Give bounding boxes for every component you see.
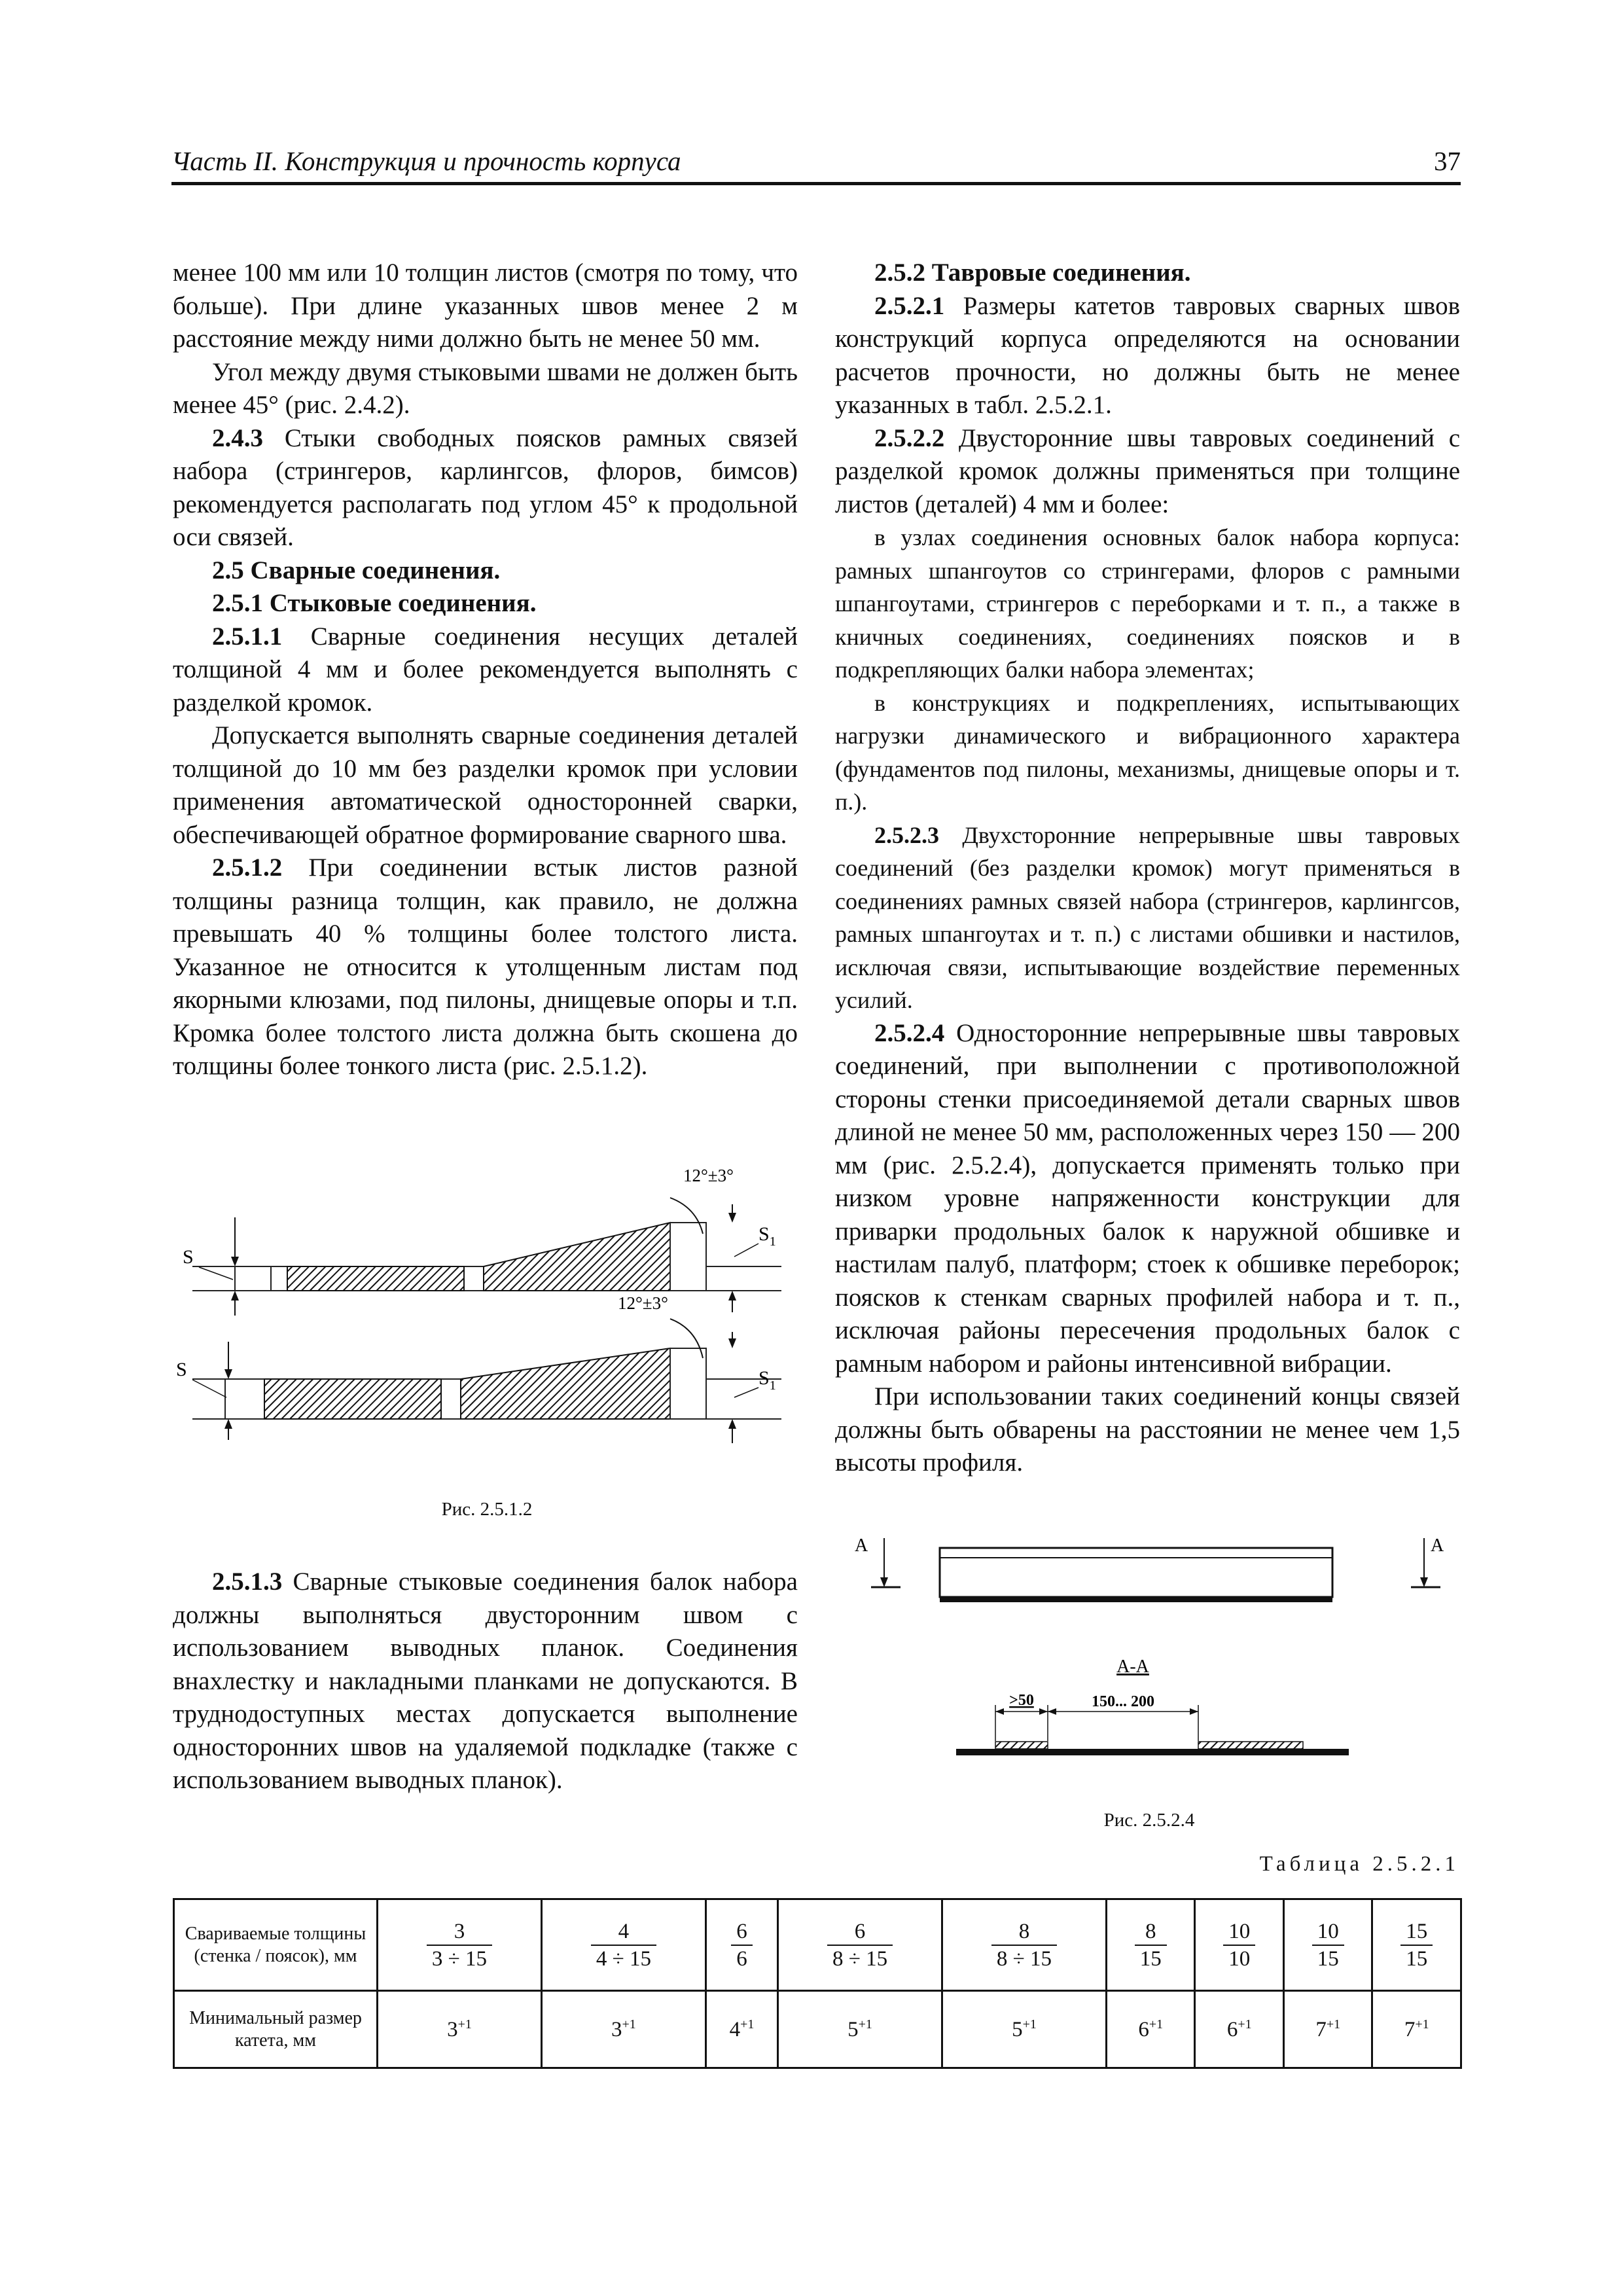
table-cell <box>705 1899 777 1991</box>
value: 6 <box>1226 2017 1238 2041</box>
paragraph: в конструкциях и подкреплениях, испытывающих нагрузки динамического и вибрационного характера (фундаментов под пилоны, механизмы, днищевые опоры и т. п.). <box>835 689 1460 815</box>
leg-value <box>730 2018 755 2041</box>
tolerance: +1 <box>1022 2017 1037 2032</box>
paragraph: в узлах соединения основных балок набора корпуса: рамных шпангоутов со стрингерами, флоров с рамными шпангоутами, стрингеров с переборками и т. п., а также в кничных соединениях, соединениях поясков и в подкрепляющих балки набора элементах; <box>835 524 1460 683</box>
leg-value <box>1227 2018 1252 2041</box>
clause-text: Односторонние непрерывные швы тавровых соединений, при выполнении с противоположной стороны стенки присоединяемой детали сварных швов длиной не менее 50 мм, расположенных через 150 — 200 мм (рис. 2.5.2.4), допускается применять только при низком уровне напряженности конструкции для приварки продольных балок к наружной обшивке и настилам палуб, платформ; стоек к обшивке переборок; поясков к стенкам сварных профилей набора и т. п., исключая районы пересечения продольных балок с рамным набором и районы интенсивной вибрации. <box>835 1018 1460 1378</box>
s1-label <box>758 1367 776 1393</box>
angle-label: 12°±3° <box>618 1293 668 1313</box>
numerator: 15 <box>1400 1918 1433 1946</box>
thick-plate-end <box>670 1348 706 1419</box>
s-label: S <box>183 1246 194 1268</box>
s1-sub: 1 <box>769 1234 776 1249</box>
weld-segment <box>995 1742 1048 1749</box>
clause-text: При соединении встык листов разной толщины разница толщин, как правило, не должна превышать 40 % толщины более толстого листа. Указанное не относится к утолщенным листам под якорными клюзами, под пилоны, днищевые опоры и т.п. Кромка более толстого листа должна быть скошена до толщины более тонкого листа (рис. 2.5.1.2). <box>173 853 798 1080</box>
tolerance: +1 <box>858 2017 872 2032</box>
denominator: 6 <box>736 1946 747 1971</box>
fraction <box>591 1918 656 1972</box>
thin-plate-end <box>235 1266 271 1291</box>
value: 7 <box>1315 2017 1327 2041</box>
fraction <box>1223 1918 1255 1972</box>
weld-segment <box>1198 1742 1303 1749</box>
table-cell <box>942 1899 1107 1991</box>
value: 3 <box>447 2017 458 2041</box>
table-cell <box>705 1991 777 2068</box>
table-cell <box>942 1991 1107 2068</box>
numerator: 8 <box>991 1918 1057 1946</box>
denominator: 4 ÷ 15 <box>596 1946 651 1971</box>
tolerance: +1 <box>1238 2017 1252 2032</box>
numerator: 6 <box>731 1918 753 1946</box>
table-cell <box>1106 1991 1195 2068</box>
section-heading: 2.5.2 Тавровые соединения. <box>874 259 1191 287</box>
paragraph: Угол между двумя стыковыми швами не должен быть менее 45° (рис. 2.4.2). <box>173 357 798 419</box>
s1-main: S <box>758 1367 770 1389</box>
fraction <box>1312 1918 1344 1972</box>
section-title: А-А <box>1116 1657 1149 1677</box>
thick-plate <box>461 1348 670 1419</box>
leader-line <box>734 1388 758 1397</box>
clause-text: Двусторонние швы тавровых соединений с разделкой кромок должны применяться при толщине листов (деталей) 4 мм и более: <box>835 423 1460 518</box>
arrow-head <box>728 1338 736 1348</box>
table-cell <box>1283 1899 1372 1991</box>
arrow-head <box>224 1419 232 1429</box>
table-cell <box>1283 1991 1372 2068</box>
tolerance: +1 <box>1415 2017 1429 2032</box>
fraction <box>1135 1918 1167 1972</box>
clause-number: 2.5.2.4 <box>874 1018 945 1047</box>
value: 4 <box>729 2017 741 2041</box>
left-column-bottom <box>173 1566 798 1797</box>
numerator: 3 <box>427 1918 492 1946</box>
tolerance: +1 <box>622 2017 636 2032</box>
table-cell <box>378 1991 542 2068</box>
dim-min-label: >50 <box>1009 1692 1034 1709</box>
left-column <box>173 257 798 1083</box>
s-label: S <box>176 1359 187 1380</box>
tolerance: +1 <box>1326 2017 1341 2032</box>
paragraph <box>835 1017 1460 1381</box>
table-cell <box>1372 1899 1461 1991</box>
table-cell <box>541 1991 705 2068</box>
table-cell <box>541 1899 705 1991</box>
section-heading: 2.5 Сварные соединения. <box>212 556 501 584</box>
leg-value <box>1404 2018 1429 2041</box>
clause-number: 2.5.2.2 <box>874 423 945 452</box>
paragraph <box>173 620 798 720</box>
fraction <box>991 1918 1057 1972</box>
clause-text: Стыки свободных поясков рамных связей набора (стрингеров, карлингсов, флоров, бимсов) рекомендуется располагать под углом 45° к продольной оси связей. <box>173 423 798 551</box>
leader-line <box>734 1244 758 1257</box>
paragraph: менее 100 мм или 10 толщин листов (смотря по тому, что больше). При длине указанных швов менее 2 м расстояние между ними должно быть не менее 50 мм. <box>173 259 798 353</box>
paragraph <box>173 422 798 554</box>
fraction <box>827 1918 893 1972</box>
upper-joint <box>183 1166 781 1316</box>
leg-value <box>447 2018 472 2041</box>
clause-text: Сварные соединения несущих деталей толщиной 4 мм и более рекомендуется выполнять с разделкой кромок. <box>173 622 798 717</box>
value: 5 <box>1012 2017 1023 2041</box>
paragraph: Допускается выполнять сварные соединения деталей толщиной до 10 мм без разделки кромок при условии применения автоматической односторонней сварки, обеспечивающей обратное формирование сварного шва. <box>173 721 798 849</box>
numerator: 10 <box>1312 1918 1344 1946</box>
thick-plate-end <box>670 1223 706 1291</box>
clause-text: Двухсторонние непрерывные швы тавровых соединений (без разделки кромок) могут применяться в соединениях рамных связей набора (стрингеров, карлингсов, рамных шпангоутах и т. п.) с листами обшивки и настилов, исключая связи, испытывающие воздействие переменных усилий. <box>835 821 1460 1013</box>
paragraph <box>173 852 798 1083</box>
table-cell <box>1195 1899 1284 1991</box>
table-title: Таблица 2.5.2.1 <box>1259 1852 1459 1876</box>
arrow-head <box>1039 1708 1048 1715</box>
arrow-head <box>1048 1708 1056 1715</box>
base-plate <box>956 1749 1349 1755</box>
s1-main: S <box>758 1223 770 1245</box>
dim-spacing-label: 150... 200 <box>1092 1693 1154 1710</box>
plating <box>940 1597 1332 1602</box>
table-cell <box>378 1899 542 1991</box>
fraction <box>731 1918 753 1972</box>
lower-joint <box>176 1293 781 1443</box>
table-cell <box>1106 1899 1195 1991</box>
leader-line <box>199 1267 233 1280</box>
tolerance: +1 <box>457 2017 472 2032</box>
table-cell <box>778 1991 942 2068</box>
arrow-head <box>1420 1577 1428 1587</box>
table-cell <box>1195 1991 1284 2068</box>
section-heading: 2.5.1 Стыковые соединения. <box>212 589 537 617</box>
table-cell <box>1372 1991 1461 2068</box>
arrow-head <box>728 1419 736 1429</box>
section-mark: A <box>1431 1535 1444 1556</box>
fraction <box>1400 1918 1433 1972</box>
clause-number: 2.5.1.3 <box>212 1568 283 1596</box>
numerator: 4 <box>591 1918 656 1946</box>
thin-plate <box>264 1379 441 1419</box>
weld-leg-table <box>173 1898 1462 2069</box>
s1-sub: 1 <box>769 1378 776 1393</box>
thick-plate <box>484 1223 670 1291</box>
denominator: 15 <box>1406 1946 1428 1971</box>
leg-value <box>611 2018 636 2041</box>
clause-number: 2.5.1.2 <box>212 853 283 882</box>
clause-text: Размеры катетов тавровых сварных швов конструкций корпуса определяются на основании расчетов прочности, но должны быть не менее указанных в табл. 2.5.2.1. <box>835 291 1460 419</box>
fraction <box>427 1918 492 1972</box>
paragraph <box>173 1566 798 1797</box>
clause-text: Сварные стыковые соединения балок набора должны выполняться двусторонним швом с использованием выводных планок. Соединения внахлестку и накладными планками не допускаются. В труднодоступных местах допускается выполнение односторонних швов на удаляемой подкладке (также с использованием выводных планок). <box>173 1568 798 1794</box>
beam-web <box>940 1548 1332 1597</box>
arrow-head <box>231 1257 239 1266</box>
tee-joint-figure <box>835 1515 1463 1777</box>
numerator: 8 <box>1135 1918 1167 1946</box>
value: 5 <box>847 2017 859 2041</box>
leg-value <box>1138 2018 1163 2041</box>
right-column <box>835 257 1460 1480</box>
value: 6 <box>1138 2017 1149 2041</box>
value: 3 <box>611 2017 622 2041</box>
s1-label <box>758 1223 776 1249</box>
figure-caption: Рис. 2.5.2.4 <box>1103 1810 1195 1831</box>
figure-caption: Рис. 2.5.1.2 <box>441 1499 533 1520</box>
section-a-a <box>956 1657 1349 1755</box>
tolerance: +1 <box>1149 2017 1164 2032</box>
denominator: 15 <box>1317 1946 1339 1971</box>
leg-value <box>1315 2018 1340 2041</box>
arrow-head <box>995 1708 1004 1715</box>
beam-elevation <box>855 1535 1444 1602</box>
leader-line <box>192 1380 226 1397</box>
table-row <box>174 1899 1461 1991</box>
paragraph <box>835 819 1460 1017</box>
butt-joint-figure <box>173 1152 801 1466</box>
paragraph <box>835 290 1460 422</box>
plate-end <box>225 1379 264 1419</box>
arrow-head <box>231 1291 239 1300</box>
paragraph: При использовании таких соединений концы связей должны быть обварены на расстоянии не менее чем 1,5 высоты профиля. <box>835 1382 1460 1477</box>
denominator: 15 <box>1139 1946 1162 1971</box>
angle-label: 12°±3° <box>683 1166 734 1185</box>
arrow-head <box>880 1577 888 1587</box>
denominator: 8 ÷ 15 <box>996 1946 1052 1971</box>
denominator: 3 ÷ 15 <box>431 1946 488 1971</box>
tolerance: +1 <box>740 2017 755 2032</box>
arrow-head <box>1190 1708 1198 1715</box>
paragraph <box>835 422 1460 522</box>
clause-number: 2.5.1.1 <box>212 622 283 651</box>
table-row <box>174 1991 1461 2068</box>
arrow-head <box>224 1369 232 1379</box>
arrow-head <box>728 1213 736 1223</box>
page-number: 37 <box>1434 146 1461 176</box>
leg-value <box>1012 2018 1037 2041</box>
running-header <box>171 143 1461 185</box>
clause-number: 2.5.2.1 <box>874 291 945 320</box>
arrow-head <box>728 1291 736 1300</box>
value: 7 <box>1404 2017 1416 2041</box>
clause-number: 2.5.2.3 <box>874 821 939 848</box>
clause-number: 2.4.3 <box>212 423 263 452</box>
denominator: 10 <box>1228 1946 1251 1971</box>
row-header: Свариваемые толщины (стенка / поясок), мм <box>174 1899 378 1991</box>
leg-value <box>847 2018 872 2041</box>
header-title: Часть II. Конструкция и прочность корпуса <box>171 146 681 176</box>
thin-plate <box>287 1266 464 1291</box>
numerator: 6 <box>827 1918 893 1946</box>
table-cell <box>778 1899 942 1991</box>
denominator: 8 ÷ 15 <box>832 1946 888 1971</box>
numerator: 10 <box>1223 1918 1255 1946</box>
section-mark: A <box>855 1535 868 1556</box>
row-header: Минимальный размер катета, мм <box>174 1991 378 2068</box>
